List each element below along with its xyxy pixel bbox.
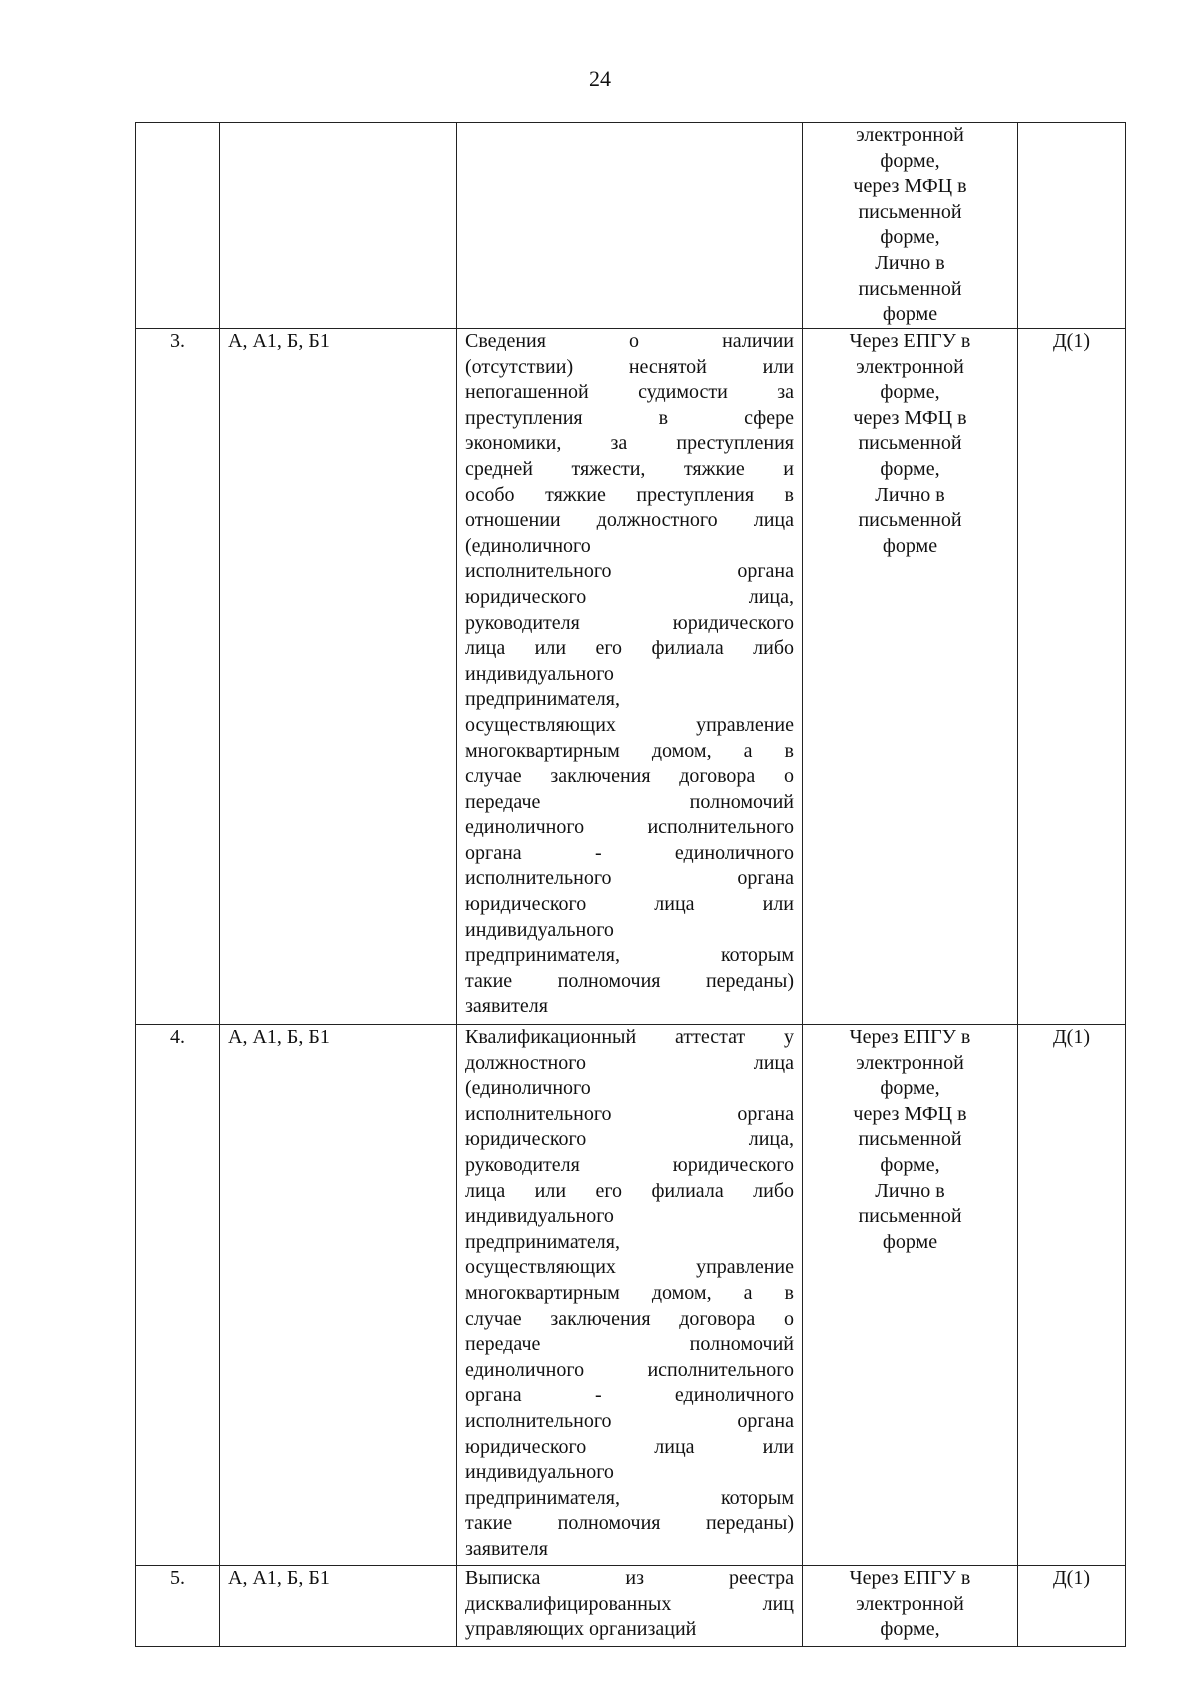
submission-line: через МФЦ в [853, 175, 967, 198]
document-line: предпринимателя, [465, 1230, 620, 1253]
document-line: такие полномочия переданы) [465, 1512, 794, 1535]
document-line: передаче полномочий [465, 1333, 794, 1356]
document-line: руководителя юридического [465, 1153, 794, 1176]
document-line: экономики, за преступления [465, 432, 794, 455]
row-code: Д(1) [1018, 1566, 1126, 1647]
submission-line: письменной [858, 200, 962, 223]
table-row [136, 1566, 1126, 1647]
submission-line: Через ЕПГУ в [849, 1567, 971, 1589]
row-number: 4. [136, 1025, 220, 1566]
row-number: 3. [136, 329, 220, 1025]
document-line: индивидуального [465, 1205, 614, 1228]
row-category: А, А1, Б, Б1 [220, 1566, 457, 1647]
document-line: особо тяжкие преступления в [465, 483, 794, 506]
submission-line: Лично в [875, 483, 945, 506]
submission-line: форме, [880, 381, 940, 404]
document-line: случае заключения договора о [465, 765, 794, 788]
document-line: исполнительного органа [465, 1409, 794, 1432]
cell-code [1018, 123, 1126, 329]
table-row [136, 329, 1126, 1025]
cell-document [457, 123, 803, 329]
submission-line: форме [882, 303, 938, 326]
document-line: предпринимателя, которым [465, 944, 794, 967]
submission-line: электронной [856, 1592, 964, 1615]
document-line: такие полномочия переданы) [465, 969, 794, 992]
page-number: 24 [589, 66, 611, 91]
document-line: предпринимателя, [465, 688, 620, 711]
document-line: случае заключения договора о [465, 1307, 794, 1330]
document-line: осуществляющих управление [465, 713, 794, 736]
document-line: предпринимателя, которым [465, 1486, 794, 1509]
cell-category [220, 123, 457, 329]
document-line: единоличного исполнительного [465, 816, 794, 839]
document-line: индивидуального [465, 918, 614, 941]
document-line: преступления в сфере [465, 406, 794, 429]
submission-line: письменной [858, 277, 962, 300]
table-row [136, 1025, 1126, 1566]
document-line: управляющих организаций [465, 1618, 697, 1641]
document-line: Выписка из реестра [465, 1567, 794, 1589]
row-category: А, А1, Б, Б1 [220, 1025, 457, 1566]
document-line: юридического лица, [465, 1128, 794, 1151]
submission-line: форме [882, 534, 938, 557]
cell-submission-way [803, 123, 1018, 329]
document-line: единоличного исполнительного [465, 1358, 794, 1381]
table-row-continuation [136, 123, 1126, 329]
submission-line: форме, [880, 149, 940, 172]
document-line: многоквартирным домом, а в [465, 1281, 794, 1304]
row-code: Д(1) [1018, 329, 1126, 1025]
document-line: (единоличного [465, 1077, 591, 1100]
document-line: юридического лица, [465, 585, 794, 608]
document-line: средней тяжести, тяжкие и [465, 457, 794, 480]
submission-line: через МФЦ в [853, 406, 967, 429]
submission-line: письменной [858, 432, 962, 455]
document-line: лица или его филиала либо [465, 1179, 794, 1202]
document-line: лица или его филиала либо [465, 637, 794, 660]
document-line: непогашенной судимости за [465, 381, 794, 404]
row-document [457, 1025, 803, 1566]
submission-line: Лично в [875, 251, 945, 274]
document-line: заявителя [465, 1537, 548, 1560]
submission-line: форме, [880, 1153, 940, 1176]
document-line: руководителя юридического [465, 611, 794, 634]
row-code: Д(1) [1018, 1025, 1126, 1566]
row-submission-way [803, 1025, 1018, 1566]
document-line: органа - единоличного [465, 1384, 794, 1407]
document-line: исполнительного органа [465, 867, 794, 890]
document-line: индивидуального [465, 1461, 614, 1484]
row-submission-way [803, 1566, 1018, 1647]
document-line: (отсутствии) неснятой или [465, 355, 794, 378]
row-document [457, 1566, 803, 1647]
row-number: 5. [136, 1566, 220, 1647]
documents-table [135, 122, 1126, 1647]
submission-line: электронной [856, 355, 964, 378]
submission-line: форме, [880, 1077, 940, 1100]
document-line: исполнительного органа [465, 1102, 794, 1125]
document-line: заявителя [465, 995, 548, 1018]
document-line: юридического лица или [465, 1435, 794, 1458]
document-line: Квалификационный аттестат у [465, 1026, 794, 1048]
document-line: многоквартирным домом, а в [465, 739, 794, 762]
document-line: исполнительного органа [465, 560, 794, 583]
document-line: отношении должностного лица [465, 509, 794, 532]
submission-line: форме, [880, 226, 940, 249]
document-line: индивидуального [465, 662, 614, 685]
submission-line: форме, [880, 1618, 940, 1641]
submission-line: форме, [880, 457, 940, 480]
document-line: дисквалифицированных лиц [465, 1592, 794, 1615]
submission-line: форме [882, 1230, 938, 1253]
document-line: осуществляющих управление [465, 1256, 794, 1279]
row-submission-way [803, 329, 1018, 1025]
submission-line: письменной [858, 1128, 962, 1151]
submission-line: Лично в [875, 1179, 945, 1202]
submission-line: электронной [856, 124, 964, 146]
submission-line: через МФЦ в [853, 1102, 967, 1125]
cell-number [136, 123, 220, 329]
row-category: А, А1, Б, Б1 [220, 329, 457, 1025]
row-document [457, 329, 803, 1025]
document-line: Сведения о наличии [465, 330, 794, 352]
document-line: органа - единоличного [465, 841, 794, 864]
document-line: передаче полномочий [465, 790, 794, 813]
submission-line: электронной [856, 1051, 964, 1074]
submission-line: Через ЕПГУ в [849, 330, 971, 352]
submission-line: Через ЕПГУ в [849, 1026, 971, 1048]
document-line: должностного лица [465, 1051, 794, 1074]
submission-line: письменной [858, 509, 962, 532]
submission-line: письменной [858, 1205, 962, 1228]
document-line: (единоличного [465, 534, 591, 557]
document-line: юридического лица или [465, 893, 794, 916]
